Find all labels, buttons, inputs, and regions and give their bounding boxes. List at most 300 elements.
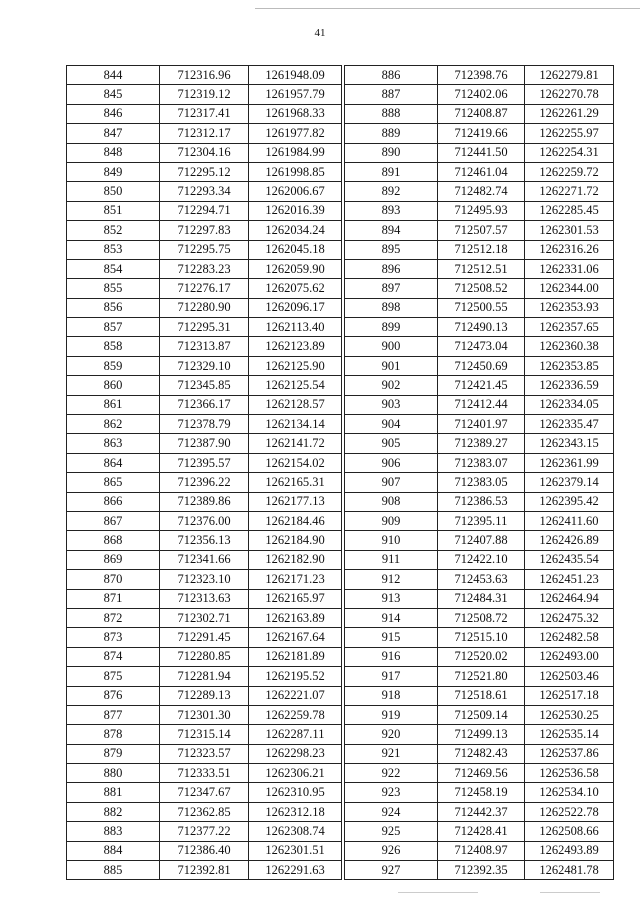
point-number-cell: 859 bbox=[67, 356, 160, 375]
x-coordinate-cell: 712295.12 bbox=[160, 162, 249, 181]
point-number-cell: 917 bbox=[345, 667, 438, 686]
x-coordinate-cell: 712378.79 bbox=[160, 415, 249, 434]
y-coordinate-cell: 1262154.02 bbox=[249, 453, 342, 472]
point-number-cell: 893 bbox=[345, 201, 438, 220]
table-row bbox=[345, 85, 614, 104]
y-coordinate-cell: 1262221.07 bbox=[249, 686, 342, 705]
y-coordinate-cell: 1262537.86 bbox=[525, 744, 614, 763]
y-coordinate-cell: 1262171.23 bbox=[249, 570, 342, 589]
y-coordinate-cell: 1262435.54 bbox=[525, 550, 614, 569]
table-row bbox=[345, 337, 614, 356]
table-row bbox=[67, 376, 342, 395]
point-number-cell: 844 bbox=[67, 66, 160, 85]
table-row bbox=[67, 473, 342, 492]
x-coordinate-cell: 712422.10 bbox=[438, 550, 525, 569]
y-coordinate-cell: 1262271.72 bbox=[525, 182, 614, 201]
table-row bbox=[67, 783, 342, 802]
y-coordinate-cell: 1262165.31 bbox=[249, 473, 342, 492]
y-coordinate-cell: 1262493.00 bbox=[525, 647, 614, 666]
point-number-cell: 869 bbox=[67, 550, 160, 569]
y-coordinate-cell: 1262475.32 bbox=[525, 608, 614, 627]
x-coordinate-cell: 712419.66 bbox=[438, 124, 525, 143]
point-number-cell: 880 bbox=[67, 764, 160, 783]
y-coordinate-cell: 1262255.97 bbox=[525, 124, 614, 143]
y-coordinate-cell: 1262279.81 bbox=[525, 66, 614, 85]
point-number-cell: 918 bbox=[345, 686, 438, 705]
table-row bbox=[67, 861, 342, 880]
y-coordinate-cell: 1261948.09 bbox=[249, 66, 342, 85]
table-row bbox=[67, 764, 342, 783]
point-number-cell: 889 bbox=[345, 124, 438, 143]
x-coordinate-cell: 712347.67 bbox=[160, 783, 249, 802]
table-row bbox=[345, 822, 614, 841]
table-row bbox=[345, 182, 614, 201]
x-coordinate-cell: 712428.41 bbox=[438, 822, 525, 841]
table-row bbox=[67, 705, 342, 724]
point-number-cell: 858 bbox=[67, 337, 160, 356]
point-number-cell: 912 bbox=[345, 570, 438, 589]
y-coordinate-cell: 1262535.14 bbox=[525, 725, 614, 744]
point-number-cell: 851 bbox=[67, 201, 160, 220]
x-coordinate-cell: 712461.04 bbox=[438, 162, 525, 181]
x-coordinate-cell: 712387.90 bbox=[160, 434, 249, 453]
y-coordinate-cell: 1262270.78 bbox=[525, 85, 614, 104]
x-coordinate-cell: 712396.22 bbox=[160, 473, 249, 492]
y-coordinate-cell: 1262254.31 bbox=[525, 143, 614, 162]
x-coordinate-cell: 712401.97 bbox=[438, 415, 525, 434]
y-coordinate-cell: 1262331.06 bbox=[525, 259, 614, 278]
point-number-cell: 920 bbox=[345, 725, 438, 744]
point-number-cell: 852 bbox=[67, 221, 160, 240]
point-number-cell: 902 bbox=[345, 376, 438, 395]
y-coordinate-cell: 1262096.17 bbox=[249, 298, 342, 317]
point-number-cell: 861 bbox=[67, 395, 160, 414]
point-number-cell: 854 bbox=[67, 259, 160, 278]
point-number-cell: 895 bbox=[345, 240, 438, 259]
x-coordinate-cell: 712398.76 bbox=[438, 66, 525, 85]
table-row bbox=[67, 162, 342, 181]
x-coordinate-cell: 712453.63 bbox=[438, 570, 525, 589]
point-number-cell: 850 bbox=[67, 182, 160, 201]
x-coordinate-cell: 712316.96 bbox=[160, 66, 249, 85]
x-coordinate-cell: 712386.53 bbox=[438, 492, 525, 511]
table-row bbox=[345, 259, 614, 278]
y-coordinate-cell: 1262482.58 bbox=[525, 628, 614, 647]
table-row bbox=[67, 143, 342, 162]
x-coordinate-cell: 712392.81 bbox=[160, 861, 249, 880]
point-number-cell: 847 bbox=[67, 124, 160, 143]
y-coordinate-cell: 1262503.46 bbox=[525, 667, 614, 686]
y-coordinate-cell: 1262411.60 bbox=[525, 511, 614, 530]
y-coordinate-cell: 1262530.25 bbox=[525, 705, 614, 724]
x-coordinate-cell: 712408.87 bbox=[438, 104, 525, 123]
x-coordinate-cell: 712323.57 bbox=[160, 744, 249, 763]
y-coordinate-cell: 1262522.78 bbox=[525, 802, 614, 821]
point-number-cell: 927 bbox=[345, 861, 438, 880]
y-coordinate-cell: 1262361.99 bbox=[525, 453, 614, 472]
y-coordinate-cell: 1262316.26 bbox=[525, 240, 614, 259]
table-row bbox=[67, 570, 342, 589]
x-coordinate-cell: 712366.17 bbox=[160, 395, 249, 414]
x-coordinate-cell: 712469.56 bbox=[438, 764, 525, 783]
x-coordinate-cell: 712412.44 bbox=[438, 395, 525, 414]
point-number-cell: 862 bbox=[67, 415, 160, 434]
point-number-cell: 906 bbox=[345, 453, 438, 472]
point-number-cell: 878 bbox=[67, 725, 160, 744]
y-coordinate-cell: 1262016.39 bbox=[249, 201, 342, 220]
point-number-cell: 845 bbox=[67, 85, 160, 104]
point-number-cell: 922 bbox=[345, 764, 438, 783]
point-number-cell: 890 bbox=[345, 143, 438, 162]
point-number-cell: 853 bbox=[67, 240, 160, 259]
x-coordinate-cell: 712356.13 bbox=[160, 531, 249, 550]
point-number-cell: 899 bbox=[345, 318, 438, 337]
y-coordinate-cell: 1262259.78 bbox=[249, 705, 342, 724]
x-coordinate-cell: 712386.40 bbox=[160, 841, 249, 860]
point-number-cell: 879 bbox=[67, 744, 160, 763]
table-row bbox=[345, 221, 614, 240]
x-coordinate-cell: 712313.63 bbox=[160, 589, 249, 608]
y-coordinate-cell: 1262360.38 bbox=[525, 337, 614, 356]
table-row bbox=[67, 66, 342, 85]
x-coordinate-cell: 712304.16 bbox=[160, 143, 249, 162]
x-coordinate-cell: 712473.04 bbox=[438, 337, 525, 356]
point-number-cell: 856 bbox=[67, 298, 160, 317]
point-number-cell: 873 bbox=[67, 628, 160, 647]
table-row bbox=[67, 744, 342, 763]
y-coordinate-cell: 1262308.74 bbox=[249, 822, 342, 841]
y-coordinate-cell: 1262426.89 bbox=[525, 531, 614, 550]
y-coordinate-cell: 1262534.10 bbox=[525, 783, 614, 802]
y-coordinate-cell: 1262045.18 bbox=[249, 240, 342, 259]
point-number-cell: 904 bbox=[345, 415, 438, 434]
y-coordinate-cell: 1262123.89 bbox=[249, 337, 342, 356]
point-number-cell: 901 bbox=[345, 356, 438, 375]
x-coordinate-cell: 712295.75 bbox=[160, 240, 249, 259]
y-coordinate-cell: 1262517.18 bbox=[525, 686, 614, 705]
y-coordinate-cell: 1262182.90 bbox=[249, 550, 342, 569]
point-number-cell: 882 bbox=[67, 802, 160, 821]
x-coordinate-cell: 712515.10 bbox=[438, 628, 525, 647]
table-row bbox=[345, 744, 614, 763]
y-coordinate-cell: 1262451.23 bbox=[525, 570, 614, 589]
point-number-cell: 924 bbox=[345, 802, 438, 821]
x-coordinate-cell: 712490.13 bbox=[438, 318, 525, 337]
table-row bbox=[67, 318, 342, 337]
point-number-cell: 884 bbox=[67, 841, 160, 860]
table-row bbox=[67, 686, 342, 705]
x-coordinate-cell: 712499.13 bbox=[438, 725, 525, 744]
table-row bbox=[345, 783, 614, 802]
table-row bbox=[345, 570, 614, 589]
x-coordinate-cell: 712376.00 bbox=[160, 511, 249, 530]
table-row bbox=[345, 608, 614, 627]
y-coordinate-cell: 1262125.54 bbox=[249, 376, 342, 395]
table-row bbox=[67, 182, 342, 201]
y-coordinate-cell: 1262006.67 bbox=[249, 182, 342, 201]
y-coordinate-cell: 1262075.62 bbox=[249, 279, 342, 298]
y-coordinate-cell: 1262301.53 bbox=[525, 221, 614, 240]
x-coordinate-cell: 712507.57 bbox=[438, 221, 525, 240]
x-coordinate-cell: 712402.06 bbox=[438, 85, 525, 104]
point-number-cell: 875 bbox=[67, 667, 160, 686]
table-row bbox=[345, 201, 614, 220]
point-number-cell: 925 bbox=[345, 822, 438, 841]
y-coordinate-cell: 1262312.18 bbox=[249, 802, 342, 821]
table-row bbox=[67, 85, 342, 104]
table-row bbox=[345, 279, 614, 298]
point-number-cell: 903 bbox=[345, 395, 438, 414]
table-row bbox=[67, 298, 342, 317]
x-coordinate-cell: 712323.10 bbox=[160, 570, 249, 589]
y-coordinate-cell: 1262310.95 bbox=[249, 783, 342, 802]
x-coordinate-cell: 712289.13 bbox=[160, 686, 249, 705]
point-number-cell: 913 bbox=[345, 589, 438, 608]
point-number-cell: 870 bbox=[67, 570, 160, 589]
x-coordinate-cell: 712276.17 bbox=[160, 279, 249, 298]
x-coordinate-cell: 712283.23 bbox=[160, 259, 249, 278]
coordinates-table-left bbox=[66, 65, 342, 880]
x-coordinate-cell: 712421.45 bbox=[438, 376, 525, 395]
point-number-cell: 863 bbox=[67, 434, 160, 453]
table-row bbox=[67, 511, 342, 530]
x-coordinate-cell: 712442.37 bbox=[438, 802, 525, 821]
x-coordinate-cell: 712383.07 bbox=[438, 453, 525, 472]
x-coordinate-cell: 712392.35 bbox=[438, 861, 525, 880]
y-coordinate-cell: 1262259.72 bbox=[525, 162, 614, 181]
point-number-cell: 864 bbox=[67, 453, 160, 472]
x-coordinate-cell: 712509.14 bbox=[438, 705, 525, 724]
x-coordinate-cell: 712302.71 bbox=[160, 608, 249, 627]
point-number-cell: 911 bbox=[345, 550, 438, 569]
y-coordinate-cell: 1262163.89 bbox=[249, 608, 342, 627]
table-row bbox=[345, 861, 614, 880]
y-coordinate-cell: 1262344.00 bbox=[525, 279, 614, 298]
y-coordinate-cell: 1262306.21 bbox=[249, 764, 342, 783]
point-number-cell: 908 bbox=[345, 492, 438, 511]
table-row bbox=[345, 764, 614, 783]
point-number-cell: 892 bbox=[345, 182, 438, 201]
point-number-cell: 923 bbox=[345, 783, 438, 802]
y-coordinate-cell: 1261957.79 bbox=[249, 85, 342, 104]
y-coordinate-cell: 1262285.45 bbox=[525, 201, 614, 220]
x-coordinate-cell: 712341.66 bbox=[160, 550, 249, 569]
table-row bbox=[345, 841, 614, 860]
y-coordinate-cell: 1262536.58 bbox=[525, 764, 614, 783]
table-row bbox=[345, 66, 614, 85]
x-coordinate-cell: 712395.11 bbox=[438, 511, 525, 530]
table-row bbox=[67, 201, 342, 220]
table-row bbox=[67, 221, 342, 240]
table-row bbox=[345, 589, 614, 608]
table-row bbox=[67, 279, 342, 298]
table-row bbox=[345, 473, 614, 492]
table-row bbox=[345, 647, 614, 666]
y-coordinate-cell: 1262464.94 bbox=[525, 589, 614, 608]
y-coordinate-cell: 1262298.23 bbox=[249, 744, 342, 763]
table-row bbox=[345, 298, 614, 317]
table-row bbox=[67, 531, 342, 550]
y-coordinate-cell: 1262353.85 bbox=[525, 356, 614, 375]
x-coordinate-cell: 712333.51 bbox=[160, 764, 249, 783]
y-coordinate-cell: 1261977.82 bbox=[249, 124, 342, 143]
point-number-cell: 894 bbox=[345, 221, 438, 240]
page-number: 41 bbox=[314, 27, 326, 39]
x-coordinate-cell: 712408.97 bbox=[438, 841, 525, 860]
footer-mark bbox=[540, 892, 600, 893]
table-row bbox=[345, 318, 614, 337]
point-number-cell: 868 bbox=[67, 531, 160, 550]
point-number-cell: 886 bbox=[345, 66, 438, 85]
header-rule bbox=[255, 8, 640, 9]
point-number-cell: 857 bbox=[67, 318, 160, 337]
x-coordinate-cell: 712518.61 bbox=[438, 686, 525, 705]
y-coordinate-cell: 1262113.40 bbox=[249, 318, 342, 337]
x-coordinate-cell: 712521.80 bbox=[438, 667, 525, 686]
table-row bbox=[67, 822, 342, 841]
table-row bbox=[67, 434, 342, 453]
y-coordinate-cell: 1262134.14 bbox=[249, 415, 342, 434]
point-number-cell: 916 bbox=[345, 647, 438, 666]
x-coordinate-cell: 712495.93 bbox=[438, 201, 525, 220]
table-row bbox=[345, 162, 614, 181]
y-coordinate-cell: 1262261.29 bbox=[525, 104, 614, 123]
x-coordinate-cell: 712407.88 bbox=[438, 531, 525, 550]
table-row bbox=[345, 356, 614, 375]
point-number-cell: 846 bbox=[67, 104, 160, 123]
x-coordinate-cell: 712280.85 bbox=[160, 647, 249, 666]
table-row bbox=[67, 841, 342, 860]
point-number-cell: 881 bbox=[67, 783, 160, 802]
table-row bbox=[345, 453, 614, 472]
x-coordinate-cell: 712315.14 bbox=[160, 725, 249, 744]
table-row bbox=[67, 124, 342, 143]
table-row bbox=[345, 550, 614, 569]
y-coordinate-cell: 1262301.51 bbox=[249, 841, 342, 860]
y-coordinate-cell: 1262336.59 bbox=[525, 376, 614, 395]
y-coordinate-cell: 1262379.14 bbox=[525, 473, 614, 492]
y-coordinate-cell: 1262395.42 bbox=[525, 492, 614, 511]
point-number-cell: 915 bbox=[345, 628, 438, 647]
table-row bbox=[67, 415, 342, 434]
point-number-cell: 887 bbox=[345, 85, 438, 104]
point-number-cell: 919 bbox=[345, 705, 438, 724]
table-row bbox=[67, 589, 342, 608]
x-coordinate-cell: 712329.10 bbox=[160, 356, 249, 375]
point-number-cell: 877 bbox=[67, 705, 160, 724]
y-coordinate-cell: 1262335.47 bbox=[525, 415, 614, 434]
table-row bbox=[345, 628, 614, 647]
x-coordinate-cell: 712317.41 bbox=[160, 104, 249, 123]
x-coordinate-cell: 712512.18 bbox=[438, 240, 525, 259]
x-coordinate-cell: 712281.94 bbox=[160, 667, 249, 686]
table-row bbox=[345, 124, 614, 143]
table-row bbox=[67, 550, 342, 569]
y-coordinate-cell: 1262034.24 bbox=[249, 221, 342, 240]
table-row bbox=[67, 608, 342, 627]
point-number-cell: 883 bbox=[67, 822, 160, 841]
table-row bbox=[67, 240, 342, 259]
x-coordinate-cell: 712297.83 bbox=[160, 221, 249, 240]
y-coordinate-cell: 1262343.15 bbox=[525, 434, 614, 453]
table-row bbox=[345, 725, 614, 744]
table-row bbox=[345, 376, 614, 395]
y-coordinate-cell: 1262184.90 bbox=[249, 531, 342, 550]
table-row bbox=[345, 686, 614, 705]
y-coordinate-cell: 1262184.46 bbox=[249, 511, 342, 530]
coordinates-table-right bbox=[344, 65, 614, 880]
table-row bbox=[345, 434, 614, 453]
x-coordinate-cell: 712500.55 bbox=[438, 298, 525, 317]
point-number-cell: 848 bbox=[67, 143, 160, 162]
y-coordinate-cell: 1262287.11 bbox=[249, 725, 342, 744]
point-number-cell: 909 bbox=[345, 511, 438, 530]
y-coordinate-cell: 1262508.66 bbox=[525, 822, 614, 841]
x-coordinate-cell: 712450.69 bbox=[438, 356, 525, 375]
table-row bbox=[345, 492, 614, 511]
table-row bbox=[67, 725, 342, 744]
x-coordinate-cell: 712377.22 bbox=[160, 822, 249, 841]
point-number-cell: 849 bbox=[67, 162, 160, 181]
x-coordinate-cell: 712512.51 bbox=[438, 259, 525, 278]
table-row bbox=[345, 511, 614, 530]
x-coordinate-cell: 712482.74 bbox=[438, 182, 525, 201]
y-coordinate-cell: 1262291.63 bbox=[249, 861, 342, 880]
table-row bbox=[67, 395, 342, 414]
point-number-cell: 905 bbox=[345, 434, 438, 453]
point-number-cell: 896 bbox=[345, 259, 438, 278]
table-row bbox=[67, 259, 342, 278]
point-number-cell: 871 bbox=[67, 589, 160, 608]
y-coordinate-cell: 1262059.90 bbox=[249, 259, 342, 278]
table-row bbox=[345, 143, 614, 162]
x-coordinate-cell: 712319.12 bbox=[160, 85, 249, 104]
point-number-cell: 891 bbox=[345, 162, 438, 181]
point-number-cell: 921 bbox=[345, 744, 438, 763]
x-coordinate-cell: 712293.34 bbox=[160, 182, 249, 201]
table-row bbox=[345, 240, 614, 259]
table-row bbox=[67, 802, 342, 821]
table-row bbox=[345, 415, 614, 434]
y-coordinate-cell: 1262493.89 bbox=[525, 841, 614, 860]
footer-mark bbox=[398, 892, 478, 893]
y-coordinate-cell: 1262165.97 bbox=[249, 589, 342, 608]
table-row bbox=[67, 647, 342, 666]
table-row bbox=[345, 705, 614, 724]
y-coordinate-cell: 1262141.72 bbox=[249, 434, 342, 453]
point-number-cell: 885 bbox=[67, 861, 160, 880]
y-coordinate-cell: 1262128.57 bbox=[249, 395, 342, 414]
table-row bbox=[345, 395, 614, 414]
x-coordinate-cell: 712520.02 bbox=[438, 647, 525, 666]
x-coordinate-cell: 712508.72 bbox=[438, 608, 525, 627]
point-number-cell: 860 bbox=[67, 376, 160, 395]
table-row bbox=[67, 356, 342, 375]
y-coordinate-cell: 1262177.13 bbox=[249, 492, 342, 511]
table-row bbox=[345, 104, 614, 123]
table-row bbox=[67, 492, 342, 511]
x-coordinate-cell: 712295.31 bbox=[160, 318, 249, 337]
x-coordinate-cell: 712482.43 bbox=[438, 744, 525, 763]
point-number-cell: 907 bbox=[345, 473, 438, 492]
table-row bbox=[345, 667, 614, 686]
x-coordinate-cell: 712484.31 bbox=[438, 589, 525, 608]
x-coordinate-cell: 712362.85 bbox=[160, 802, 249, 821]
x-coordinate-cell: 712313.87 bbox=[160, 337, 249, 356]
table-row bbox=[67, 337, 342, 356]
x-coordinate-cell: 712383.05 bbox=[438, 473, 525, 492]
x-coordinate-cell: 712301.30 bbox=[160, 705, 249, 724]
